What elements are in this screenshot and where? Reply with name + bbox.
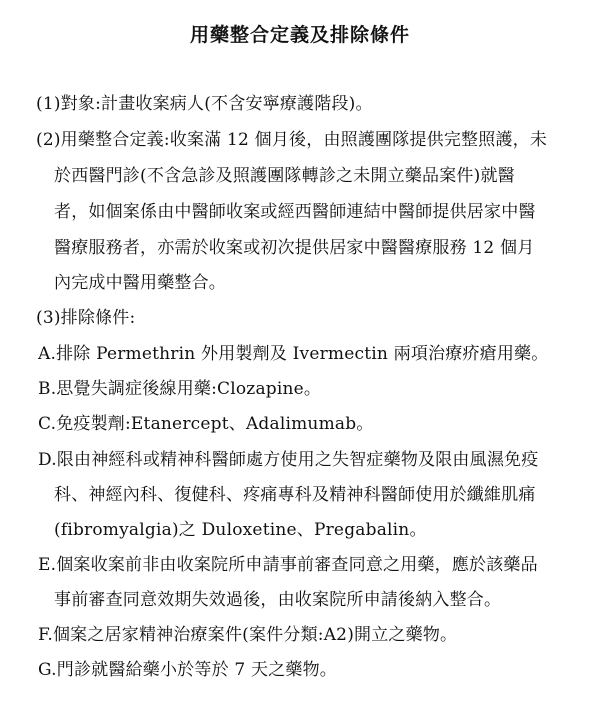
item-3-exclusions-heading: (3)排除條件: (36, 308, 136, 328)
item-2-definition-line-1: (2)用藥整合定義:收案滿 12 個月後，由照護團隊提供完整照護，未 (36, 130, 548, 150)
exclusion-d-line-2: 科、神經內科、復健科、疼痛專科及精神科醫師使用於纖維肌痛 (54, 485, 536, 505)
exclusion-e-line-1: E.個案收案前非由收案院所申請事前審查同意之用藥，應於該藥品 (38, 555, 538, 575)
exclusion-a: A.排除 Permethrin 外用製劑及 Ivermectin 兩項治療疥瘡用藥。 (38, 344, 549, 364)
exclusion-b: B.思覺失調症後線用藥:Clozapine。 (38, 379, 322, 399)
item-1-target: (1)對象:計畫收案病人(不含安寧療護階段)。 (36, 94, 373, 114)
exclusion-c: C.免疫製劑:Etanercept、Adalimumab。 (38, 414, 374, 434)
exclusion-d-line-3: (fibromyalgia)之 Duloxetine、Pregabalin。 (54, 520, 427, 540)
exclusion-e-line-2: 事前審查同意效期失效過後，由收案院所申請後納入整合。 (54, 590, 502, 610)
exclusion-g: G.門診就醫給藥小於等於 7 天之藥物。 (38, 660, 338, 680)
item-2-definition-line-2: 於西醫門診(不含急診及照護團隊轉診之未開立藥品案件)就醫 (54, 166, 515, 186)
exclusion-d-line-1: D.限由神經科或精神科醫師處方使用之失智症藥物及限由風濕免疫 (38, 450, 539, 470)
item-2-definition-line-5: 內完成中醫用藥整合。 (54, 273, 226, 293)
item-2-definition-line-3: 者，如個案係由中醫師收案或經西醫師連結中醫師提供居家中醫 (54, 202, 536, 222)
document-title: 用藥整合定義及排除條件 (189, 24, 410, 46)
exclusion-f: F.個案之居家精神治療案件(案件分類:A2)開立之藥物。 (38, 625, 458, 645)
item-2-definition-line-4: 醫療服務者，亦需於收案或初次提供居家中醫醫療服務 12 個月 (54, 238, 535, 258)
